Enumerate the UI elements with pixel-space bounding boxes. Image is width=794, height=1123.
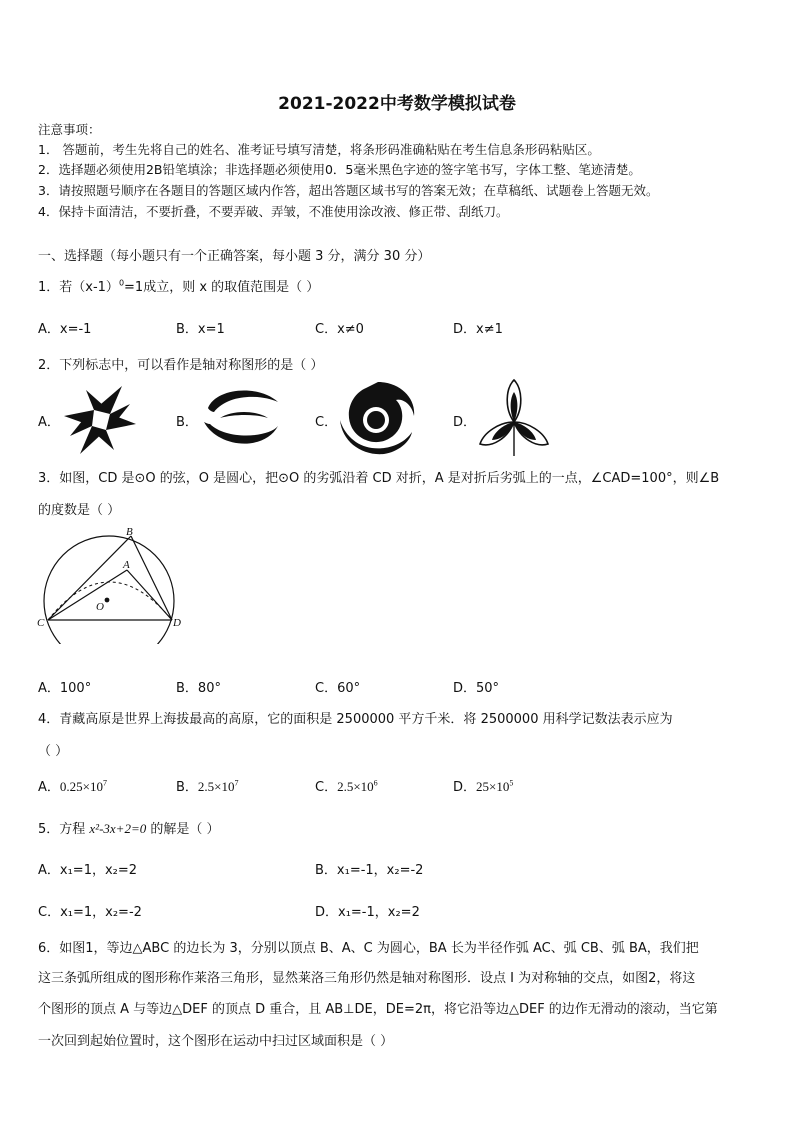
q1-option-a: A．x=-1 bbox=[38, 322, 92, 337]
notice-item-1: 1． 答题前，考生先将自己的姓名、准考证号填写清楚，将条形码准确粘贴在考生信息条形码粘贴区。 bbox=[38, 142, 600, 157]
label-b: B bbox=[126, 526, 133, 538]
question-4-stem: 4．青藏高原是世界上海拔最高的高原，它的面积是 2500000 平方千米．将 2500000 用科学记数法表示应为 bbox=[38, 712, 673, 727]
notice-heading: 注意事项： bbox=[38, 122, 101, 137]
q5-option-b: B．x₁=-1，x₂=-2 bbox=[315, 863, 424, 878]
q2-label-c: C． bbox=[315, 415, 338, 430]
q1-option-b: B．x=1 bbox=[176, 322, 225, 337]
q4-option-d: D．$25\times 10^5$ bbox=[453, 778, 514, 795]
question-6-line-3: 个图形的顶点 A 与等边△DEF 的顶点 D 重合，且 AB⊥DE，DE=2π，将它沿等边△DEF 的边作无滑动的滚动，当它第 bbox=[38, 1002, 718, 1017]
circle-fold-figure bbox=[34, 524, 184, 644]
q5-option-d: D．x₁=-1，x₂=2 bbox=[315, 905, 420, 920]
question-6-line-4: 一次回到起始位置时，这个图形在运动中扫过区域面积是（ ） bbox=[38, 1034, 394, 1049]
notice-item-2: 2．选择题必须使用2B铅笔填涂；非选择题必须使用0．5毫米黑色字迹的签字笔书写，字体工整、笔迹清楚。 bbox=[38, 162, 641, 177]
question-3-stem-line-1: 3．如图，CD 是⊙O 的弦，O 是圆心，把⊙O 的劣弧沿着 CD 对折，A 是对折后劣弧上的一点，∠CAD=100°，则∠B bbox=[38, 471, 720, 486]
question-5-stem: 5．方程 x²-3x+2=0 的解是（ ） bbox=[38, 821, 220, 837]
q4-option-c: C．$2.5\times 10^6$ bbox=[315, 778, 378, 795]
label-a: A bbox=[123, 559, 130, 571]
question-1-stem: 1．若$(x-1)^0=1$成立，则 x 的取值范围是（ ） bbox=[38, 278, 320, 295]
q4-option-a: A．$0.25\times 10^7$ bbox=[38, 778, 107, 795]
page-title: 2021-2022中考数学模拟试卷 bbox=[278, 94, 516, 114]
label-o: O bbox=[96, 601, 104, 613]
question-3-stem-line-2: 的度数是（ ） bbox=[38, 503, 121, 518]
q5-option-a: A．x₁=1，x₂=2 bbox=[38, 863, 138, 878]
question-4-paren: （ ） bbox=[38, 744, 69, 759]
crescent-logo-icon bbox=[198, 382, 284, 454]
q3-option-a: A．100° bbox=[38, 681, 92, 696]
q3-option-d: D．50° bbox=[453, 681, 500, 696]
q2-label-a: A． bbox=[38, 415, 60, 430]
q2-label-d: D． bbox=[453, 415, 477, 430]
question-2-stem: 2．下列标志中，可以看作是轴对称图形的是（ ） bbox=[38, 358, 324, 373]
pinwheel-logo-icon bbox=[60, 382, 140, 458]
notice-item-4: 4．保持卡面清洁，不要折叠，不要弄破、弄皱，不准使用涂改液、修正带、刮纸刀。 bbox=[38, 204, 509, 219]
notice-item-3: 3．请按照题号顺序在各题目的答题区域内作答，超出答题区域书写的答案无效；在草稿纸、试题卷上答题无效。 bbox=[38, 183, 659, 198]
label-d: D bbox=[173, 617, 181, 629]
question-6-line-2: 这三条弧所组成的图形称作莱洛三角形，显然莱洛三角形仍然是轴对称图形．设点 I 为对称轴的交点，如图2，将这 bbox=[38, 971, 696, 986]
q3-option-b: B．80° bbox=[176, 681, 221, 696]
q4-option-b: B．$2.5\times 10^7$ bbox=[176, 778, 239, 795]
label-c: C bbox=[37, 617, 45, 629]
q1-option-d: D．x≠1 bbox=[453, 322, 503, 337]
q3-option-c: C．60° bbox=[315, 681, 361, 696]
circle-swoosh-logo-icon bbox=[336, 380, 420, 456]
q1-option-c: C．x≠0 bbox=[315, 322, 364, 337]
question-6-line-1: 6．如图1，等边△ABC 的边长为 3，分别以顶点 B、A、C 为圆心，BA 长为半径作弧 AC、弧 CB、弧 BA，我们把 bbox=[38, 941, 699, 956]
section-heading: 一、选择题（每小题只有一个正确答案，每小题 3 分，满分 30 分） bbox=[38, 249, 431, 264]
q5-option-c: C．x₁=1，x₂=-2 bbox=[38, 905, 142, 920]
trefoil-logo-icon bbox=[478, 378, 550, 458]
q2-label-b: B． bbox=[176, 415, 198, 430]
